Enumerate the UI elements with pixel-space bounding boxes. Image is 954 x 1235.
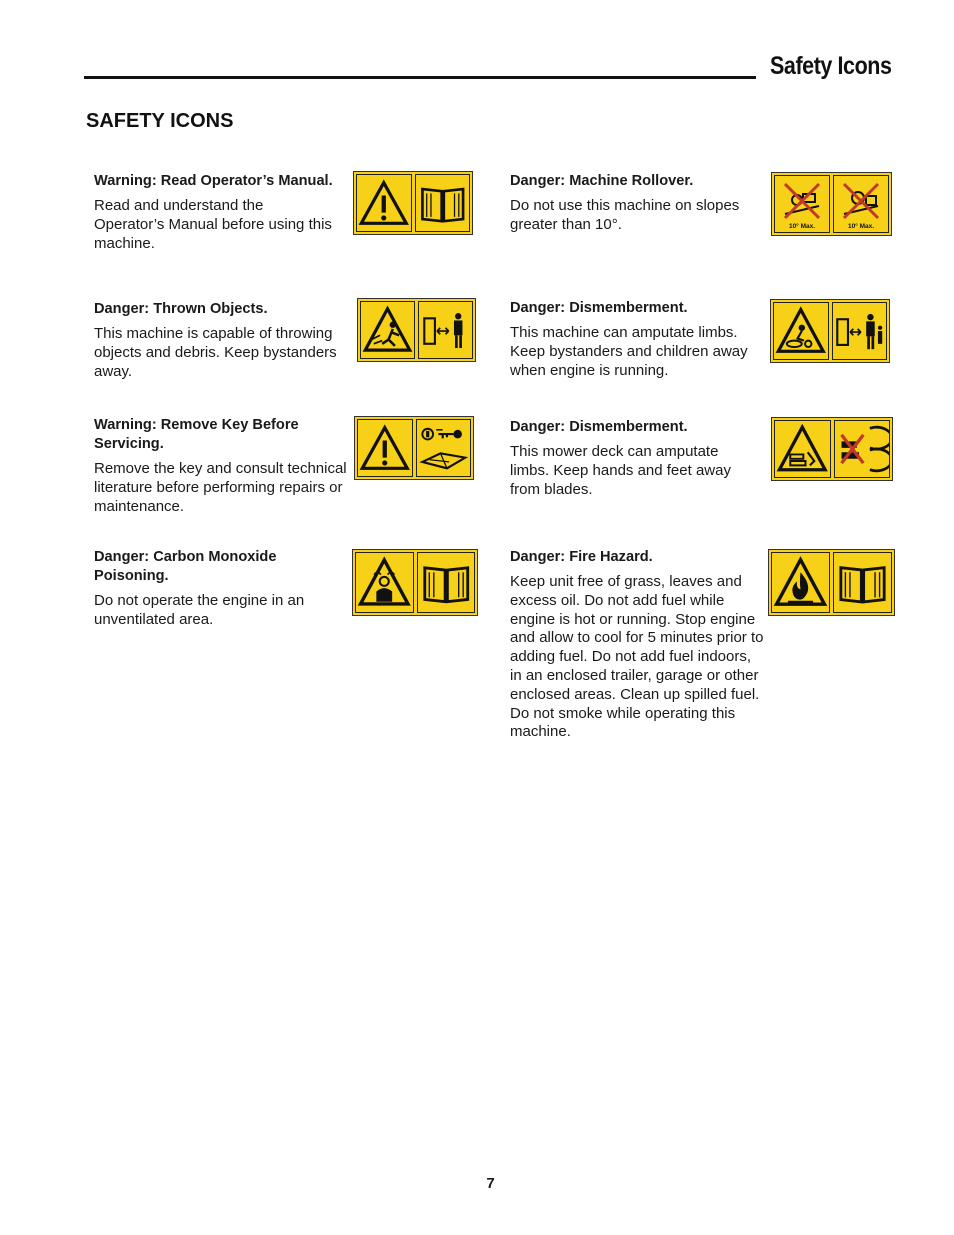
safety-entry-remove-key [94,416,349,516]
slope-label: 10° Max. [788,223,816,230]
entry-title: Warning: Remove Key Before Servicing. [94,417,299,452]
manual-book-icon [417,552,476,613]
manual-book-icon [833,552,892,613]
safety-entry-fire-hazard [510,548,766,742]
keep-bystanders-away-icon [418,301,473,359]
safety-entry-rollover [510,172,760,235]
entry-title: Danger: Thrown Objects. [94,301,268,317]
warning-triangle-icon [357,419,413,477]
entry-body: Do not use this machine on slopes greater than 10°. [510,197,740,233]
slope-label: 10° Max. [847,223,875,230]
carbon-monoxide-icon [355,552,414,613]
remove-key-manual-icon [416,419,472,477]
entry-title: Danger: Dismemberment. [510,300,688,316]
entry-title: Danger: Machine Rollover. [510,173,694,189]
page-number: 7 [486,1175,495,1192]
icon-pair-dismemberment-bystanders [770,299,890,363]
keep-children-away-icon [832,302,888,360]
safety-entry-carbon-monoxide [94,548,344,630]
entry-body: Read and understand the Operator’s Manual before using this machine. [94,197,332,252]
keep-hands-feet-away-icon [834,420,891,478]
rollover-prohibited-icon [774,175,830,233]
safety-entry-thrown-objects [94,300,349,381]
rollover-prohibited-icon [833,175,889,233]
entry-body: This mower deck can amputate limbs. Keep hands and feet away from blades. [510,443,731,498]
entry-title: Danger: Carbon Monoxide Poisoning. [94,549,277,584]
entry-body: Do not operate the engine in an unventilated area. [94,592,305,628]
header-rule [84,76,756,79]
manual-book-icon [415,174,471,232]
safety-entry-dismemberment-bystanders [510,299,765,380]
icon-pair-thrown-objects [357,298,476,362]
entry-title: Warning: Read Operator’s Manual. [94,173,333,189]
entry-title: Danger: Fire Hazard. [510,549,653,565]
icon-pair-carbon-monoxide [352,549,478,616]
entry-body: Keep unit free of grass, leaves and excess oil. Do not add fuel while engine is hot or running. Stop engine and allow to cool for 5 minutes prior to adding fuel. Do not add fuel indoors, in an enclosed trailer, garage or other enclosed areas. Clean up spilled fuel. Do not smoke while operating this machine. [510,573,764,741]
icon-pair-read-manual [353,171,473,235]
icon-pair-rollover [771,172,892,236]
mower-amputation-icon [773,302,829,360]
warning-triangle-icon [356,174,412,232]
icon-pair-remove-key [354,416,474,480]
entry-body: This machine is capable of throwing objects and debris. Keep bystanders away. [94,325,337,380]
entry-body: This machine can amputate limbs. Keep bystanders and children away when engine is running. [510,324,748,379]
thrown-objects-icon [360,301,415,359]
fire-hazard-icon [771,552,830,613]
icon-pair-dismemberment-blades [771,417,893,481]
blade-cut-icon [774,420,831,478]
safety-entry-dismemberment-blades [510,418,755,499]
entry-title: Danger: Dismemberment. [510,419,688,435]
section-title: SAFETY ICONS [86,110,234,132]
page-header-title: Safety Icons [770,52,892,80]
entry-body: Remove the key and consult technical literature before performing repairs or maintenance. [94,460,347,515]
safety-entry-read-manual [94,172,334,253]
icon-pair-fire-hazard [768,549,895,616]
